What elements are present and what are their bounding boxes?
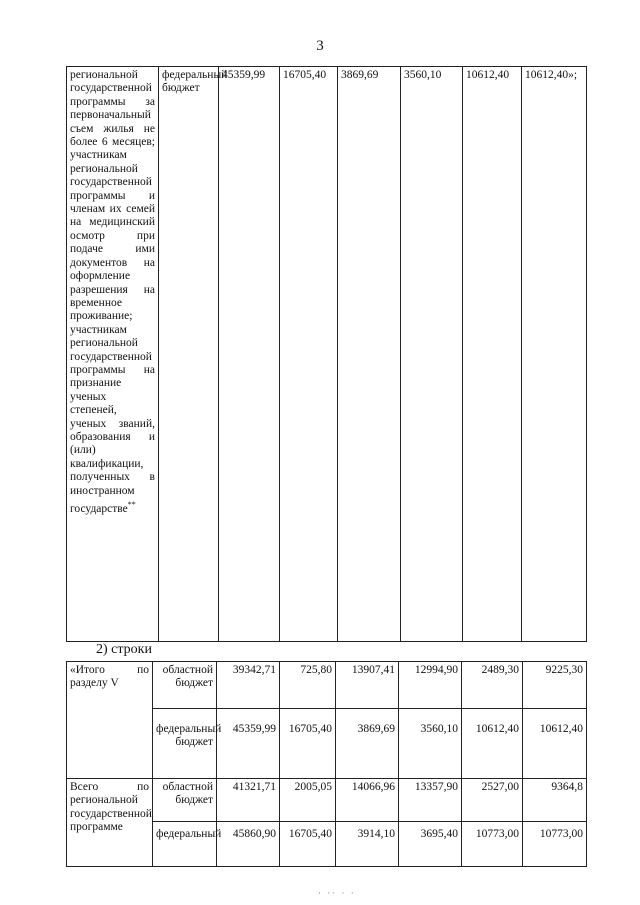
- activity-description-cell: [67, 67, 159, 642]
- page-number: 3: [316, 38, 324, 54]
- value-cell: 3695,40: [399, 822, 462, 867]
- value-cell: 41321,71: [217, 779, 280, 822]
- program-funding-table-continued: [66, 66, 587, 642]
- value-cell: 2489,30: [462, 662, 523, 709]
- value-cell: 3914,10: [336, 822, 399, 867]
- funding-source-cell: федеральный: [153, 822, 217, 867]
- funding-source-cell: федеральный бюджет: [159, 67, 219, 642]
- value-cell: 14066,96: [336, 779, 399, 822]
- value-cell: 10612,40»;: [522, 67, 587, 642]
- value-cell: 39342,71: [217, 662, 280, 709]
- scan-marks: · ·· · ·: [318, 888, 356, 898]
- table-row: [67, 67, 587, 642]
- value-cell: 45359,99: [219, 67, 280, 642]
- value-cell: 10612,40: [523, 709, 587, 779]
- funding-source-cell: областной бюджет: [153, 779, 217, 822]
- value-cell: 10612,40: [463, 67, 522, 642]
- value-cell: 3869,69: [336, 709, 399, 779]
- activity-description: региональной государственной программы за первоначальный съем жилья не более 6 месяцев; участникам региональной государственной программы и членам их семей на медицинский осмотр при подаче ими документов на оформление разрешения на временное проживание; участникам региональной государственной программы на признание ученых степеней, ученых званий, образования и (или) квалификации, полученных в иностранном государстве: [70, 69, 155, 515]
- value-cell: 10612,40: [462, 709, 523, 779]
- value-cell: 725,80: [280, 662, 336, 709]
- value-cell: 13357,90: [399, 779, 462, 822]
- value-cell: 3560,10: [399, 709, 462, 779]
- funding-source-cell: федеральный бюджет: [153, 709, 217, 779]
- value-cell: 2005,05: [280, 779, 336, 822]
- section-subheading: 2) строки: [96, 642, 152, 657]
- value-cell: 45359,99: [217, 709, 280, 779]
- table-row: [67, 779, 587, 822]
- value-cell: 2527,00: [462, 779, 523, 822]
- value-cell: 9364,8: [523, 779, 587, 822]
- group-label: Всего по региональной государственной программе: [67, 779, 153, 867]
- value-cell: 12994,90: [399, 662, 462, 709]
- totals-table: [66, 661, 587, 867]
- value-cell: 3560,10: [401, 67, 463, 642]
- value-cell: 16705,40: [280, 67, 338, 642]
- table-row: [67, 662, 587, 709]
- value-cell: 13907,41: [336, 662, 399, 709]
- value-cell: 10773,00: [462, 822, 523, 867]
- value-cell: 3869,69: [338, 67, 401, 642]
- group-label: «Итого по разделу V: [67, 662, 153, 779]
- value-cell: 45860,90: [217, 822, 280, 867]
- value-cell: 16705,40: [280, 822, 336, 867]
- value-cell: 16705,40: [280, 709, 336, 779]
- footnote-mark: **: [127, 500, 136, 509]
- funding-source-cell: областной бюджет: [153, 662, 217, 709]
- value-cell: 9225,30: [523, 662, 587, 709]
- value-cell: 10773,00: [523, 822, 587, 867]
